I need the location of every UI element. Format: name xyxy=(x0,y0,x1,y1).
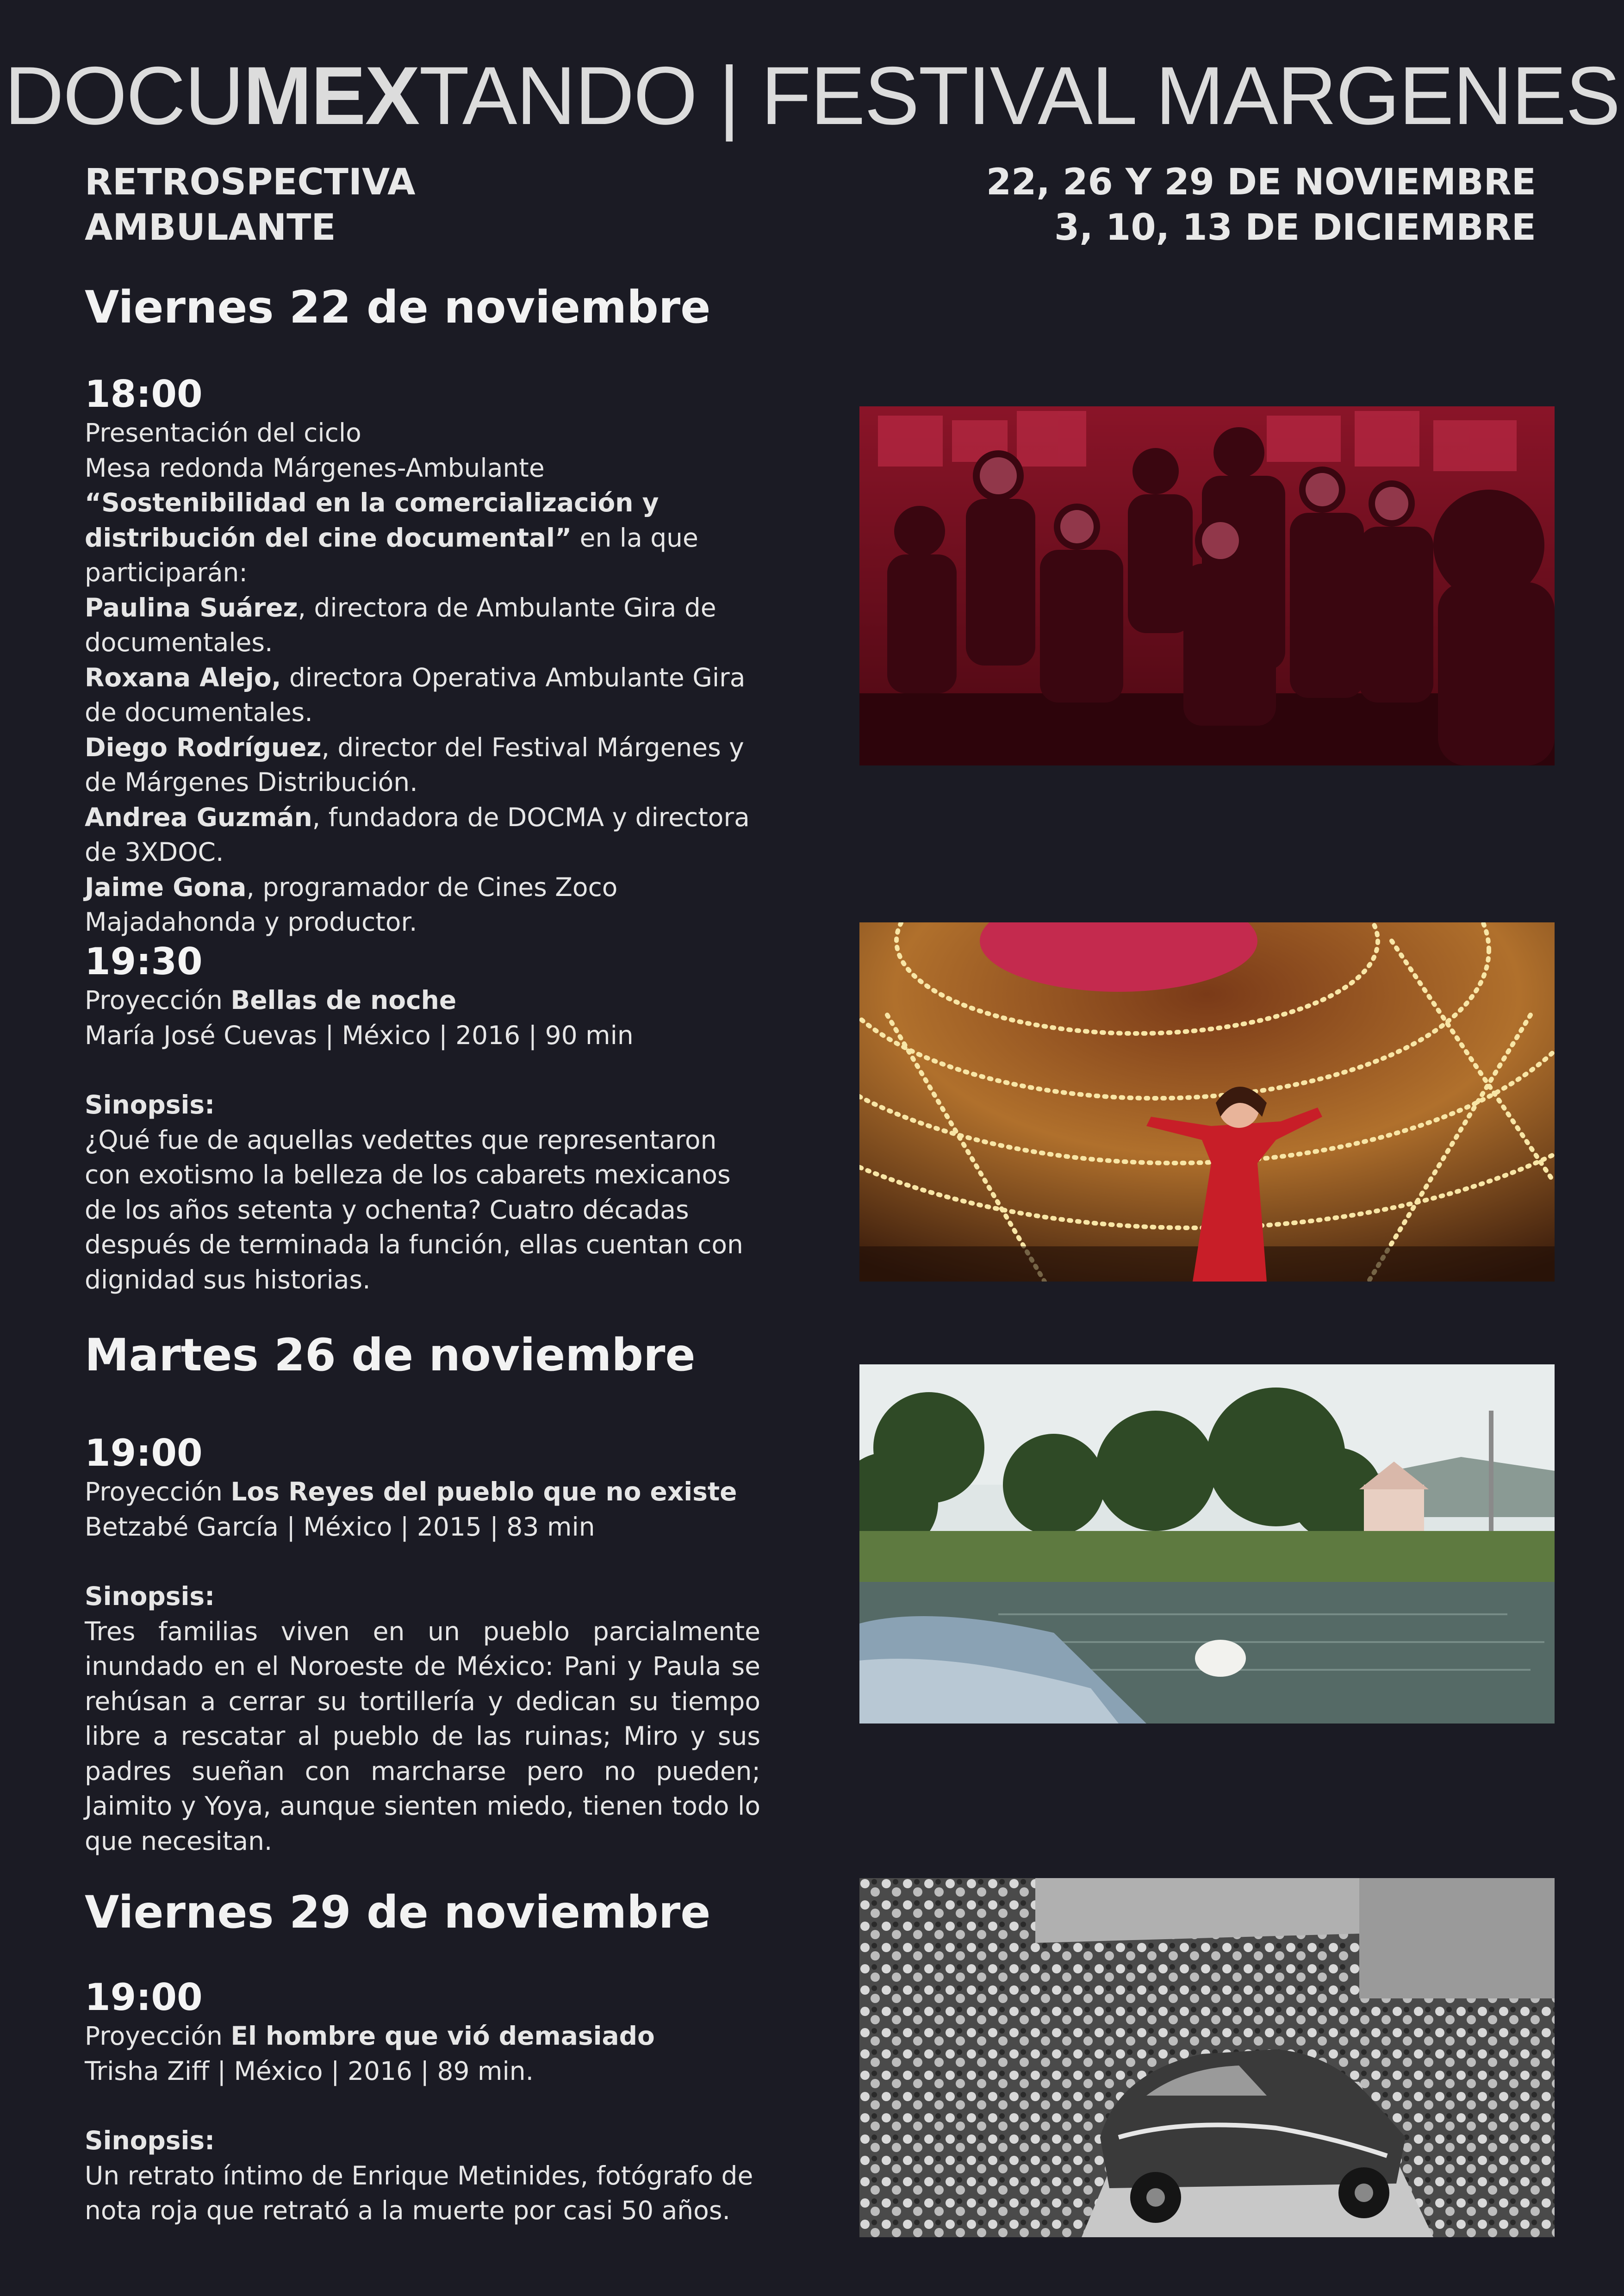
film-title-line: Proyección Los Reyes del pueblo que no existe xyxy=(85,1477,737,1506)
retrospective-line-2: AMBULANTE xyxy=(85,207,336,249)
film-credits: Betzabé García | México | 2015 | 83 min xyxy=(85,1512,595,1542)
el-hombre-photo xyxy=(859,1878,1555,2237)
event-roundtable xyxy=(85,373,760,940)
day-heading-26-nov: Martes 26 de noviembre xyxy=(85,1329,696,1381)
title-part-mex: MEX xyxy=(243,50,419,142)
film-title-line: Proyección Bellas de noche xyxy=(85,985,457,1015)
festival-title xyxy=(0,50,1624,142)
event-time: 19:00 xyxy=(85,1976,203,2019)
sinopsis-text: Tres familias viven en un pueblo parcialmente inundado en el Noroeste de México: Pani y Paula se rehúsan a cerrar su tortillería y dedican su tiempo libre a rescatar al pueblo de las ruinas; Miro y sus padres sueñan con marcharse pero no pueden; Jaimito y Yoya, aunque sienten miedo, tienen todo lo que necesitan. xyxy=(85,1616,760,1856)
retrospective-label xyxy=(85,160,415,250)
roundtable-title: “Sostenibilidad en la comercialización y distribución del cine documental” xyxy=(85,488,659,553)
title-part-docu: DOCU xyxy=(4,50,243,142)
event-el-hombre xyxy=(85,1976,760,2228)
sinopsis-label: Sinopsis: xyxy=(85,1581,215,1611)
event-time: 19:00 xyxy=(85,1431,203,1475)
sinopsis-label: Sinopsis: xyxy=(85,2126,215,2155)
film-credits: Trisha Ziff | México | 2016 | 89 min. xyxy=(85,2056,534,2086)
sinopsis-text: Un retrato íntimo de Enrique Metinides, fotógrafo de nota roja que retrató a la muerte por casi 50 años. xyxy=(85,2160,753,2225)
participant: Andrea Guzmán, fundadora de DOCMA y directora de 3XDOC. xyxy=(85,802,750,867)
roundtable-description: Mesa redonda Márgenes-Ambulante “Sostenibilidad en la comercialización y distribución del cine documental” en la que participarán: xyxy=(85,453,698,587)
participant: Jaime Gona, programador de Cines Zoco Majadahonda y productor. xyxy=(85,872,618,937)
retrospective-line-1: RETROSPECTIVA xyxy=(85,162,416,203)
roundtable-photo xyxy=(859,406,1555,765)
dates-december: 3, 10, 13 DE DICIEMBRE xyxy=(1054,207,1536,249)
los-reyes-image xyxy=(859,1364,1555,1724)
film-title-line: Proyección El hombre que vió demasiado xyxy=(85,2021,655,2051)
participant: Paulina Suárez, directora de Ambulante Gira de documentales. xyxy=(85,592,716,657)
el-hombre-image xyxy=(859,1878,1555,2237)
event-los-reyes xyxy=(85,1432,760,1859)
film-title: Los Reyes del pueblo que no existe xyxy=(230,1477,737,1506)
festival-dates xyxy=(986,160,1536,250)
dates-november: 22, 26 Y 29 DE NOVIEMBRE xyxy=(986,162,1536,203)
film-title: Bellas de noche xyxy=(230,985,457,1015)
film-credits: María José Cuevas | México | 2016 | 90 min xyxy=(85,1020,634,1050)
participant: Roxana Alejo, directora Operativa Ambulante Gira de documentales. xyxy=(85,662,746,727)
sinopsis-text: ¿Qué fue de aquellas vedettes que representaron con exotismo la belleza de los cabarets mexicanos de los años setenta y ochenta? Cuatro décadas después de terminada la función, ellas cuentan con dignidad sus historias. xyxy=(85,1125,743,1294)
los-reyes-photo xyxy=(859,1364,1555,1724)
title-part-rest: TANDO | FESTIVAL MARGENES xyxy=(419,50,1620,142)
roundtable-photo-image xyxy=(859,406,1555,765)
participant: Diego Rodríguez, director del Festival Márgenes y de Márgenes Distribución. xyxy=(85,732,744,797)
event-time: 18:00 xyxy=(85,373,203,416)
day-heading-29-nov: Viernes 29 de noviembre xyxy=(85,1886,711,1938)
event-intro: Presentación del ciclo xyxy=(85,418,361,448)
event-time: 19:30 xyxy=(85,940,203,983)
bellas-de-noche-photo xyxy=(859,922,1555,1282)
day-heading-22-nov: Viernes 22 de noviembre xyxy=(85,281,711,333)
event-bellas-de-noche xyxy=(85,940,760,1297)
sinopsis-label: Sinopsis: xyxy=(85,1090,215,1120)
film-title: El hombre que vió demasiado xyxy=(230,2021,655,2051)
bellas-de-noche-image xyxy=(859,922,1555,1282)
